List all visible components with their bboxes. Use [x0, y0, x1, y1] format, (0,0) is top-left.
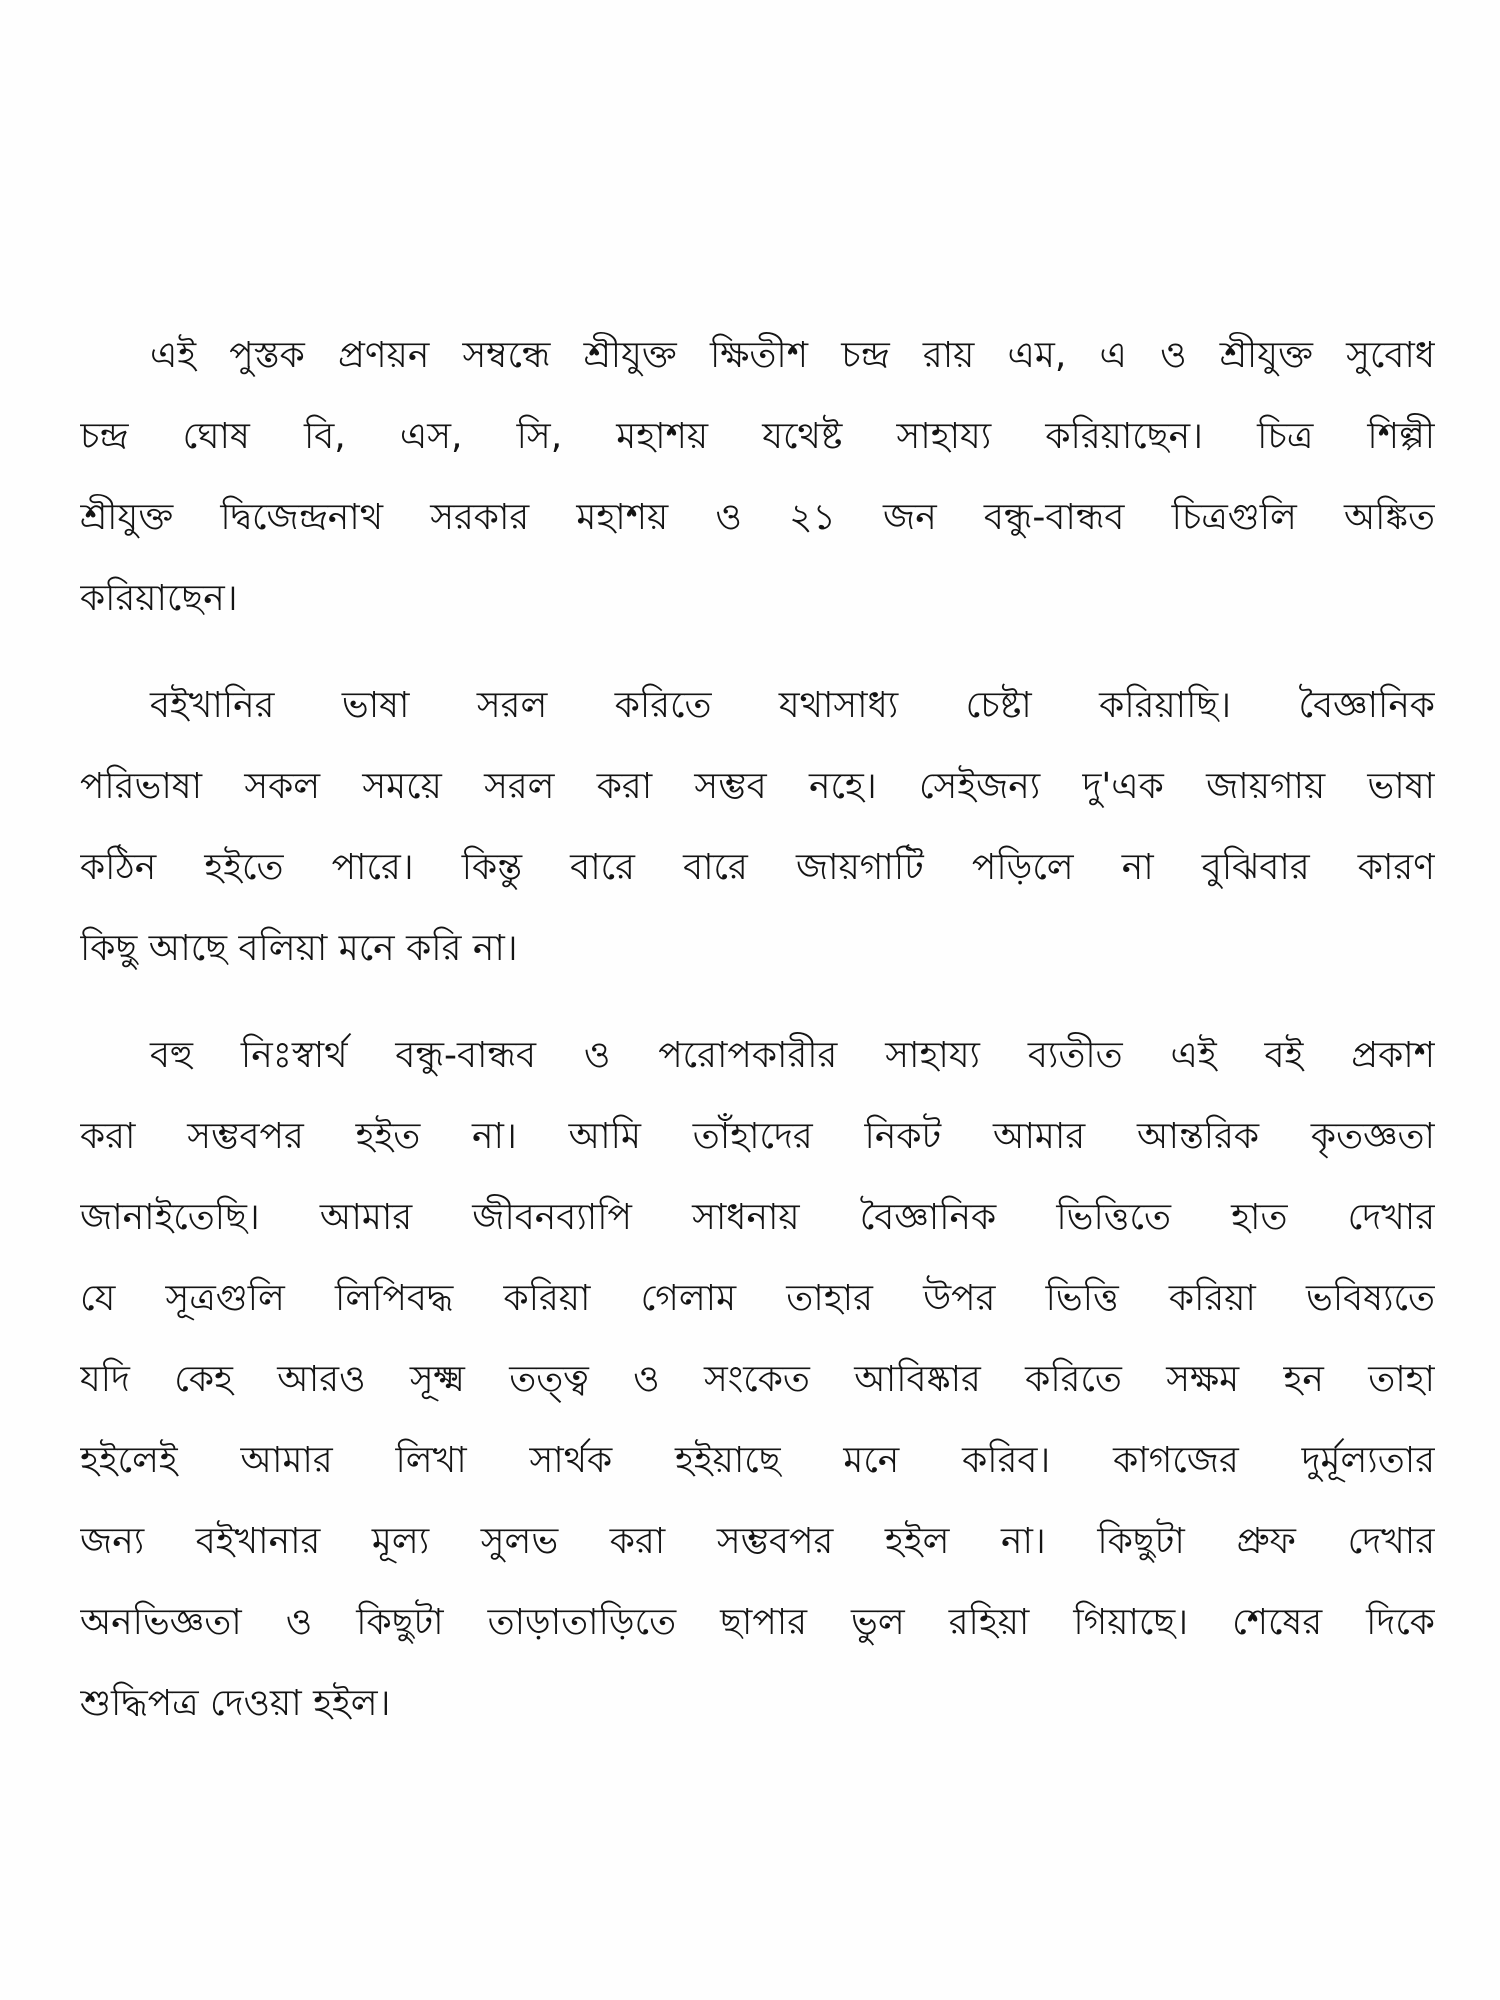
- text-line: পরিভাষা সকল সময়ে সরল করা সম্ভব নহে। সেইজন্য দু'এক জায়গায় ভাষা: [80, 766, 1435, 807]
- text-line: হইলেই আমার লিখা সার্থক হইয়াছে মনে করিব। কাগজের দুর্মূল্যতার: [80, 1440, 1435, 1481]
- text-line: করিয়াছেন।: [80, 578, 238, 619]
- text-line: জানাইতেছি। আমার জীবনব্যাপি সাধনায় বৈজ্ঞানিক ভিত্তিতে হাত দেখার: [80, 1197, 1435, 1238]
- paragraph-2: [80, 665, 1435, 989]
- text-line: করা সম্ভবপর হইত না। আমি তাঁহাদের নিকট আমার আন্তরিক কৃতজ্ঞতা: [80, 1116, 1435, 1157]
- text-line: এই পুস্তক প্রণয়ন সম্বন্ধে শ্রীযুক্ত ক্ষিতীশ চন্দ্র রায় এম, এ ও শ্রীযুক্ত সুবোধ: [150, 335, 1435, 376]
- text-line: অনভিজ্ঞতা ও কিছুটা তাড়াতাড়িতে ছাপার ভুল রহিয়া গিয়াছে। শেষের দিকে: [80, 1602, 1435, 1643]
- paragraph-1: [80, 315, 1435, 639]
- text-line: বইখানির ভাষা সরল করিতে যথাসাধ্য চেষ্টা করিয়াছি। বৈজ্ঞানিক: [150, 685, 1435, 726]
- text-line: কঠিন হইতে পারে। কিন্তু বারে বারে জায়গাটি পড়িলে না বুঝিবার কারণ: [80, 847, 1435, 888]
- text-line: যে সূত্রগুলি লিপিবদ্ধ করিয়া গেলাম তাহার উপর ভিত্তি করিয়া ভবিষ্যতে: [80, 1278, 1435, 1319]
- preface-text: [80, 315, 1435, 1770]
- text-line: শুদ্ধিপত্র দেওয়া হইল।: [80, 1683, 391, 1724]
- text-line: চন্দ্র ঘোষ বি, এস, সি, মহাশয় যথেষ্ট সাহায্য করিয়াছেন। চিত্র শিল্পী: [80, 416, 1435, 457]
- text-line: কিছু আছে বলিয়া মনে করি না।: [80, 928, 518, 969]
- text-line: জন্য বইখানার মূল্য সুলভ করা সম্ভবপর হইল না। কিছুটা প্রুফ দেখার: [80, 1521, 1435, 1562]
- text-line: যদি কেহ আরও সূক্ষ্ম তত্ত্ব ও সংকেত আবিষ্কার করিতে সক্ষম হন তাহা: [80, 1359, 1435, 1400]
- text-line: শ্রীযুক্ত দ্বিজেন্দ্রনাথ সরকার মহাশয় ও ২১ জন বন্ধু-বান্ধব চিত্রগুলি অঙ্কিত: [80, 497, 1435, 538]
- text-line: বহু নিঃস্বার্থ বন্ধু-বান্ধব ও পরোপকারীর সাহায্য ব্যতীত এই বই প্রকাশ: [150, 1035, 1435, 1076]
- paragraph-3: [80, 1015, 1435, 1744]
